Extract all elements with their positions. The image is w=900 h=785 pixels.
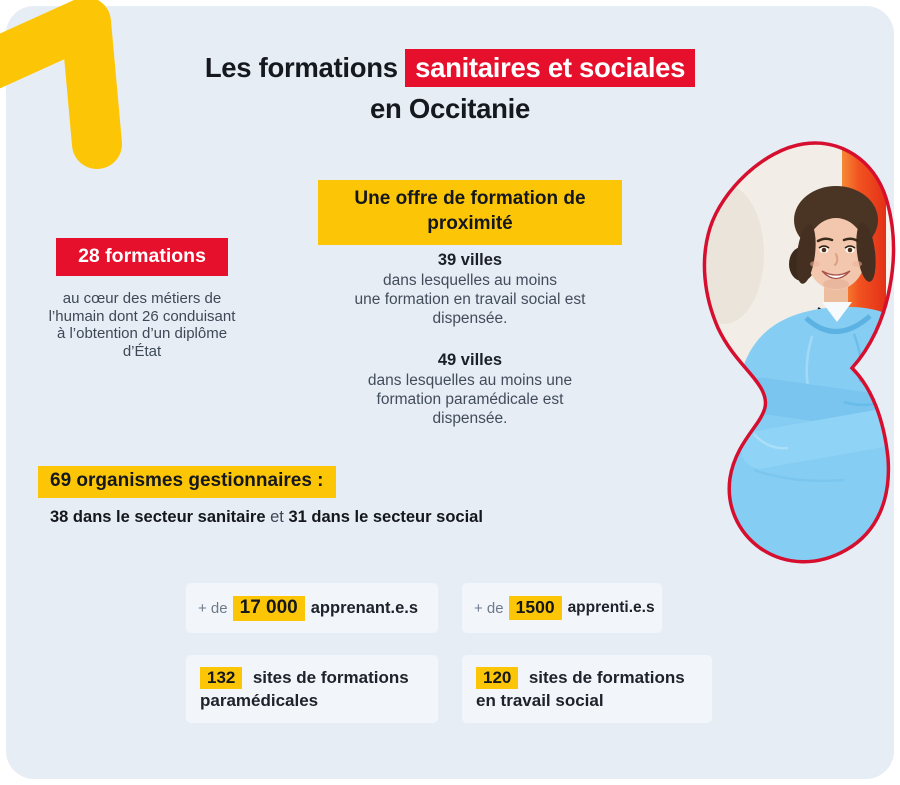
villes-paramedical-block <box>310 350 630 429</box>
title-highlight: sanitaires et sociales <box>405 49 695 87</box>
card-number-highlight: 132 <box>200 667 242 689</box>
card-number-highlight: 120 <box>476 667 518 689</box>
villes-social-line: dans lesquelles au moins <box>382 272 558 290</box>
yellow-arrow-decoration <box>0 0 146 191</box>
card-label: sites de formations <box>252 668 409 687</box>
formations-section <box>24 238 260 361</box>
formations-desc-line: d’État <box>122 343 162 361</box>
villes-social-line: une formation en travail social est <box>354 291 586 309</box>
villes-social-heading: 39 villes <box>437 251 503 269</box>
formations-description <box>24 290 260 361</box>
card-label-line2: paramédicales <box>200 691 319 710</box>
card-prefix: + de <box>198 599 228 617</box>
sector-connector: et <box>270 508 284 526</box>
formations-desc-line: au cœur des métiers de <box>62 290 222 307</box>
villes-paramedical-line: formation paramédicale est <box>376 391 564 409</box>
stat-card-apprenants <box>186 583 438 633</box>
card-label: apprenti.e.s <box>567 599 655 616</box>
stat-card-apprentis <box>462 583 662 633</box>
card-label: sites de formations <box>528 668 685 687</box>
villes-social-block <box>310 250 630 329</box>
formations-badge: 28 formations <box>56 238 228 276</box>
villes-paramedical-heading: 49 villes <box>437 351 503 369</box>
formations-desc-line: à l’obtention d’un diplôme <box>56 325 228 343</box>
formations-desc-line: l’humain dont 26 conduisant <box>48 307 236 325</box>
villes-paramedical-line: dans lesquelles au moins une <box>367 372 573 390</box>
card-prefix: + de <box>474 599 504 617</box>
villes-social-line: dispensée. <box>432 309 508 327</box>
student-photo <box>694 134 900 578</box>
card-number-highlight: 17 000 <box>233 596 305 621</box>
page-title <box>130 50 770 128</box>
organismes-heading: 69 organismes gestionnaires : <box>38 466 336 498</box>
sanitaire-count: 38 dans le secteur sanitaire <box>50 508 266 526</box>
villes-paramedical-line: dispensée. <box>432 409 508 427</box>
card-number-highlight: 1500 <box>509 596 562 620</box>
offer-heading: Une offre de formation de proximité <box>318 180 622 245</box>
social-count: 31 dans le secteur social <box>288 508 483 526</box>
stat-card-sites-paramedicaux <box>186 655 438 723</box>
card-label-line2: en travail social <box>476 691 604 710</box>
organismes-section <box>38 466 483 527</box>
title-line2: en Occitanie <box>370 93 530 125</box>
card-label: apprenant.e.s <box>310 598 419 617</box>
organismes-sector-line <box>50 508 483 527</box>
stat-card-sites-travail-social <box>462 655 712 723</box>
title-prefix: Les formations <box>204 52 398 83</box>
